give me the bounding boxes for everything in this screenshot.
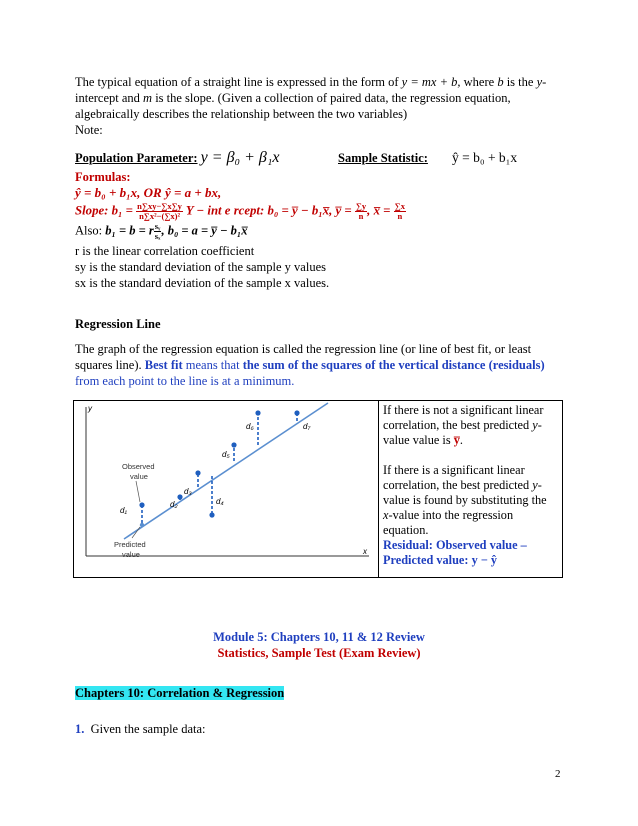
formula-also-line: Also: b₁ = b = r $\frac{\text{sᵧ}}{\text{sₓ}}$ , b₀ = a = y̅ − b₁x̅ [75, 221, 248, 241]
r-definition: r is the linear correlation coefficient [75, 244, 255, 258]
figure-side-text [383, 403, 559, 568]
predicted-point [140, 523, 144, 527]
d3-label: d₃ [184, 487, 192, 496]
observed-label: Observed [122, 462, 155, 471]
ybar-fraction: $\frac{\sum y}{n}$ [355, 201, 367, 221]
xbar-fraction: $\frac{\sum x}{n}$ [394, 201, 405, 221]
regression-paragraph: The graph of the regression equation is called the regression line (or line of best fit, or least squares line). Best fit means that the sum of the squares of the vertical distance (residuals) from each point to the line is at a minimum. [75, 342, 545, 388]
intro-line-3: algebraically describes the relationship between the two variables) [75, 107, 408, 121]
regression-heading: Regression Line [75, 317, 161, 331]
formulas-title: Formulas: [75, 170, 131, 184]
sample-statistic-label: Sample Statistic: [338, 151, 428, 165]
side-paragraph-2: If there is a significant linear correlation, the best predicted y-value is found by substituting the x-value into the regression equation. [383, 463, 547, 537]
x-axis-label: x [363, 547, 367, 556]
observed-point-6 [255, 410, 260, 415]
chapter-heading: Chapters 10: Correlation & Regression [75, 686, 285, 700]
module-title: Module 5: Chapters 10, 11 & 12 Review Statistics, Sample Test (Exam Review) [213, 630, 425, 660]
intro-line-2: intercept and m is the slope. (Given a collection of paired data, the regression equation, [75, 91, 511, 105]
side-predicted-line: Predicted value: y − ŷ [383, 553, 498, 567]
observed-point-1 [139, 502, 144, 507]
side-residual-line: Residual: Observed value – [383, 538, 527, 552]
intro-line-1: The typical equation of a straight line is expressed in the form of y = mx + b, where b is the y- [75, 75, 547, 89]
sy-definition: sy is the standard deviation of the sample y values [75, 260, 326, 274]
predicted-label: Predicted [114, 540, 146, 549]
figure-divider [378, 401, 379, 577]
population-parameter: Population Parameter: y = β₀ + β₁x [75, 149, 280, 166]
regression-line [124, 403, 328, 539]
d2-label: d₂ [170, 500, 178, 509]
page-number: 2 [555, 768, 561, 780]
d1-label: d₁ [120, 506, 127, 515]
d5-label: d₅ [222, 450, 230, 459]
observed-point-2 [177, 494, 182, 499]
d6-label: d₆ [246, 422, 254, 431]
observed-point-5 [231, 442, 236, 447]
observed-callout-line [136, 481, 140, 502]
slope-fraction: $\frac{n\sum xy-\sum x\sum y}{\text{n∑x²−(∑x)²}}$ [137, 201, 182, 221]
y-axis-label: y [88, 404, 92, 413]
side-paragraph-1: If there is not a significant linear correlation, the best predicted y-value value is y̅. [383, 403, 544, 447]
observed-point-7 [294, 410, 299, 415]
sy-over-sx-fraction: $\frac{\text{sᵧ}}{\text{sₓ}}$ [154, 221, 161, 241]
formula-line-1: ŷ = b₀ + b₁x, OR ŷ = a + bx, [75, 185, 222, 200]
sample-statistic-eq: ŷ = b₀ + b₁x [452, 150, 518, 165]
d7-label: d₇ [303, 422, 311, 431]
intro-note: Note: [75, 123, 103, 137]
intro-paragraph [75, 74, 565, 138]
observed-value-label: value [130, 472, 148, 481]
sx-definition: sx is the standard deviation of the sample x values. [75, 276, 330, 290]
question-1: 1. Given the sample data: [75, 722, 206, 736]
d4-label: d₄ [216, 497, 224, 506]
formula-slope-line: Slope: b₁ = $\frac{n\sum xy-\sum x\sum y}{\text{n∑x²−(∑x)²}}$ Y − int e rcept: b₀ = y̅ − b₁x̅, y̅ = $\frac{\sum y}{n}$ , x̅ = $\frac{\sum x}{n}$ [75, 201, 405, 221]
observed-point-3 [195, 470, 200, 475]
observed-point-4 [209, 512, 214, 517]
regression-figure-box [73, 400, 563, 578]
predicted-value-label: value [122, 550, 140, 559]
regression-diagram [74, 401, 378, 577]
